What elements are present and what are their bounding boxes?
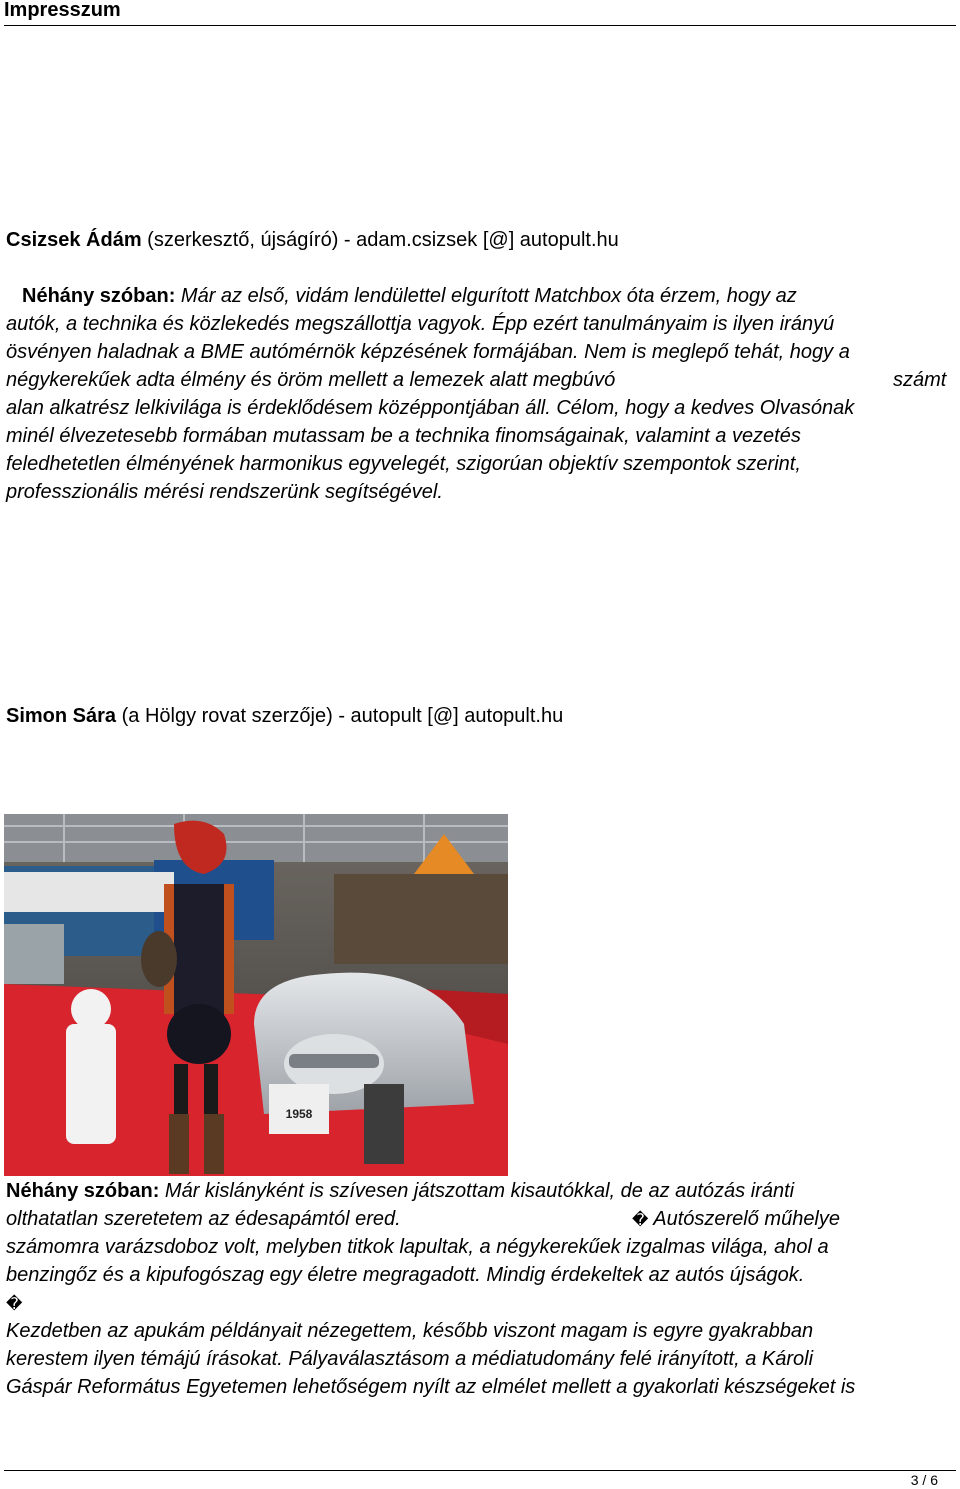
author1-line-4: négykerekűek adta élmény és öröm mellett a lemezek alatt megbúvó bbox=[6, 369, 616, 391]
author2-glyph-line bbox=[6, 1289, 22, 1318]
page-number: 3 / 6 bbox=[910, 1472, 938, 1488]
author2-line-6: kerestem ilyen témájú írásokat. Pályaválasztásom a médiatudomány felé irányított, a Károli bbox=[6, 1348, 814, 1370]
author2-intro-line-1: Néhány szóban: Már kislányként is szívesen játszottam kisautókkal, de az autózás iránti bbox=[6, 1180, 795, 1202]
photo-plate-text: 1958 bbox=[285, 1107, 313, 1121]
author1-role-email: (szerkesztő, újságíró) - adam.csizsek [@] autopult.hu bbox=[141, 229, 619, 251]
author2-line-7: Gáspár Református Egyetemen lehetőségem nyílt az elmélet mellett a gyakorlati készségeket is bbox=[6, 1376, 856, 1398]
author1-line-3: ösvényen haladnak a BME autómérnök képzésének formájában. Nem is meglepő tehát, hogy a bbox=[6, 341, 850, 363]
author2-line-5: Kezdetben az apukám példányait nézegettem, később viszont magam is egyre gyakrabban bbox=[6, 1320, 814, 1342]
author2-line-3: számomra varázsdoboz volt, melyben titkok lapultak, a négykerekűek izgalmas világa, ahol a bbox=[6, 1236, 829, 1258]
header-rule bbox=[4, 25, 956, 26]
author2-photo bbox=[4, 814, 508, 1176]
author2-line-2: olthatatlan szeretetem az édesapámtól ered. bbox=[6, 1208, 401, 1230]
author1-line-5: alan alkatrész lelkivilága is érdeklődésem középpontjában áll. Célom, hogy a kedves Olvasónak bbox=[6, 397, 855, 419]
author2-line-2-end: � Autószerelő műhelye bbox=[632, 1208, 841, 1230]
author1-intro-label: Néhány szóban: bbox=[22, 285, 181, 307]
footer-rule bbox=[4, 1470, 956, 1471]
author1-line-8: professzionális mérési rendszerünk segítségével. bbox=[6, 481, 443, 503]
author2-line-4: benzingőz és a kipufogószag egy életre megragadott. Mindig érdekeltek az autós újságok. bbox=[6, 1264, 805, 1286]
author2-heading bbox=[6, 702, 563, 730]
missing-glyph-icon: � bbox=[632, 1210, 649, 1229]
author1-heading bbox=[6, 226, 619, 254]
author1-name: Csizsek Ádám bbox=[6, 229, 142, 251]
author2-intro-label: Néhány szóban: bbox=[6, 1180, 165, 1202]
author2-name: Simon Sára bbox=[6, 705, 117, 727]
page-header-title: Impresszum bbox=[4, 0, 121, 21]
author2-role-email: (a Hölgy rovat szerzője) - autopult [@] autopult.hu bbox=[116, 705, 564, 727]
missing-glyph-icon: � bbox=[6, 1294, 23, 1313]
author1-intro-line-1: Néhány szóban: Már az első, vidám lendülettel elgurított Matchbox óta érzem, hogy az bbox=[22, 285, 797, 307]
author1-line-6: minél élvezetesebb formában mutassam be a technika finomságainak, valamint a vezetés bbox=[6, 425, 801, 447]
author1-line-4-end: számt bbox=[893, 369, 947, 391]
author1-line-7: feledhetetlen élményének harmonikus egyvelegét, szigorúan objektív szempontok szerint, bbox=[6, 453, 801, 475]
author1-line-2: autók, a technika és közlekedés megszállottja vagyok. Épp ezért tanulmányaim is ilyen irányú bbox=[6, 313, 835, 335]
